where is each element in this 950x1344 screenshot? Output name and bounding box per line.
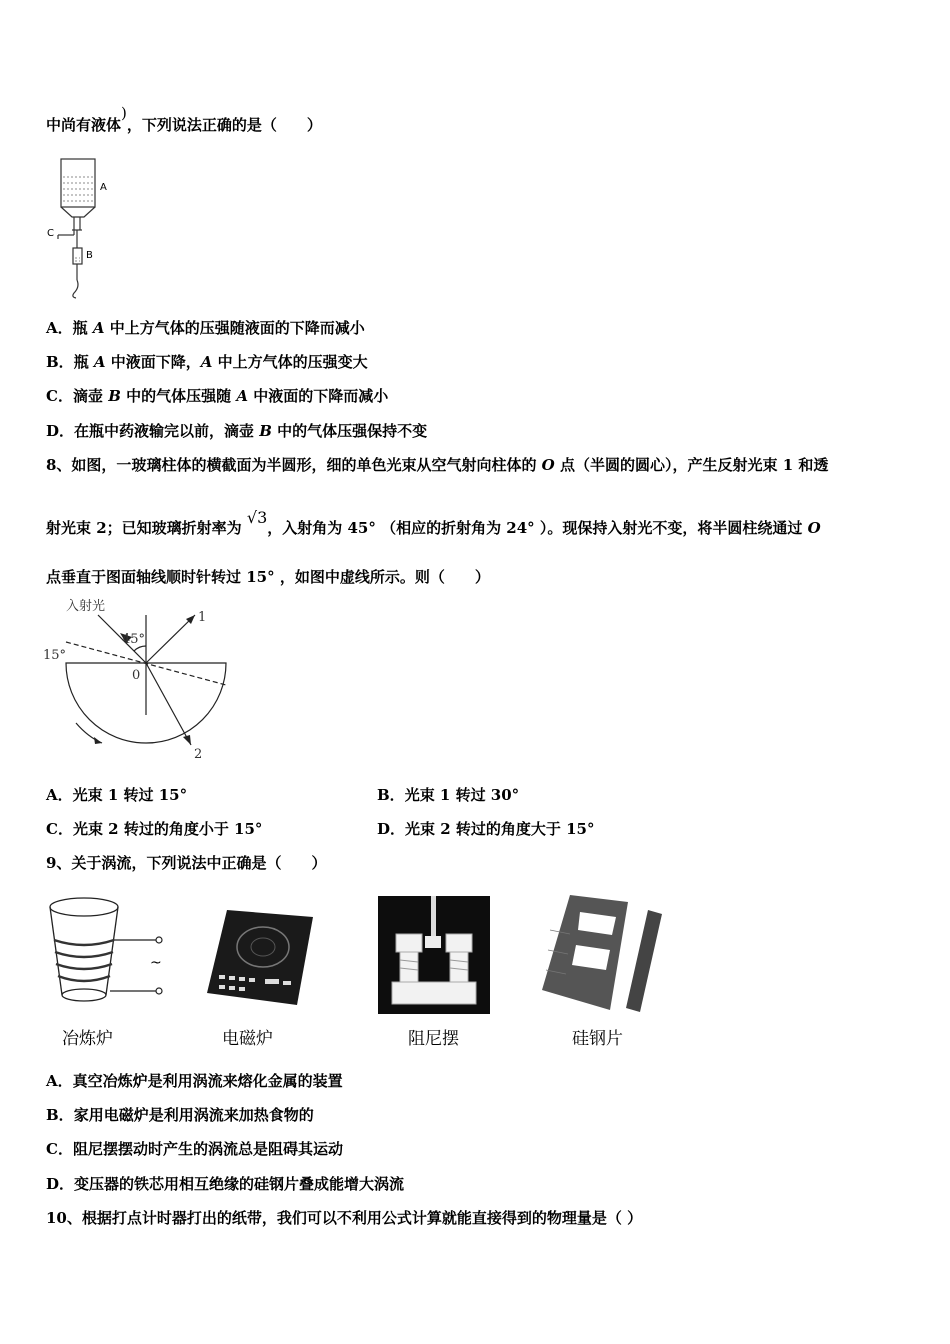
q7-option-c[interactable]: C．滴壶 B 中的气体压强随 A 中液面的下降而减小 xyxy=(46,387,389,405)
q8-option-d[interactable]: D．光束 2 转过的角度大于 15° xyxy=(377,820,595,838)
caption-damping-pendulum: 阻尼摆 xyxy=(408,1029,459,1049)
q9-option-d[interactable]: D．变压器的铁芯用相互绝缘的硅钢片叠成能增大涡流 xyxy=(46,1175,405,1193)
label-angle-15: 15° xyxy=(43,648,67,663)
q8-option-b[interactable]: B．光束 1 转过 30° xyxy=(377,786,520,804)
label-c: C xyxy=(47,228,54,239)
induction-cooker-figure xyxy=(205,905,315,1010)
q9-option-a[interactable]: A．真空冶炼炉是利用涡流来熔化金属的装置 xyxy=(46,1072,343,1090)
sqrt3-formula: √3 xyxy=(246,508,268,527)
bottle-a xyxy=(61,159,95,207)
q7-stem-text-b: ，下列说法正确的是（ ） xyxy=(126,116,322,134)
silicon-steel-figure xyxy=(540,890,665,1015)
q10-stem: 10、根据打点计时器打出的纸带，我们可以不利用公式计算就能直接得到的物理量是（ ） xyxy=(46,1209,643,1227)
q7-option-d[interactable]: D．在瓶中药液输完以前，滴壶 B 中的气体压强保持不变 xyxy=(46,422,428,440)
q7-option-b[interactable]: B．瓶 A 中液面下降，A 中上方气体的压强变大 xyxy=(46,353,368,371)
q8-stem-line1: 8、如图，一玻璃柱体的横截面为半圆形，细的单色光束从空气射向柱体的 O 点（半圆的圆心），产生反射光束 1 和透 xyxy=(46,456,829,474)
q8-option-a[interactable]: A．光束 1 转过 15° xyxy=(46,786,188,804)
q7-stem xyxy=(46,104,322,135)
smelting-furnace-figure xyxy=(46,895,171,1010)
label-origin: 0 xyxy=(132,668,141,683)
label-b: B xyxy=(86,250,93,261)
label-angle-45: 45° xyxy=(122,632,146,647)
q9-option-b[interactable]: B．家用电磁炉是利用涡流来加热食物的 xyxy=(46,1106,314,1124)
bottle-neck xyxy=(61,207,95,217)
q7-option-a[interactable]: A．瓶 A 中上方气体的压强随液面的下降而减小 xyxy=(46,319,365,337)
rotation-arrow xyxy=(76,723,102,743)
q9-stem: 9、关于涡流，下列说法中正确是（ ） xyxy=(46,854,327,872)
reflected-ray-1 xyxy=(146,615,195,663)
q7-stem-paren: ) xyxy=(121,104,127,122)
label-a: A xyxy=(100,182,107,193)
damping-pendulum-figure xyxy=(378,896,490,1014)
q9-option-c[interactable]: C．阻尼摆摆动时产生的涡流总是阻碍其运动 xyxy=(46,1140,343,1158)
q7-stem-text-a: 中尚有液体 xyxy=(46,116,122,134)
iv-drip-figure xyxy=(44,155,124,300)
caption-silicon-steel: 硅钢片 xyxy=(572,1029,623,1049)
q8-stem-line3: 点垂直于图面轴线顺时针转过 15° ，如图中虚线所示。则（ ） xyxy=(46,568,490,586)
label-incident: 入射光 xyxy=(66,599,106,614)
semicircle-refraction-figure xyxy=(40,595,240,765)
q8-option-c[interactable]: C．光束 2 转过的角度小于 15° xyxy=(46,820,263,838)
label-beam-2: 2 xyxy=(194,747,203,762)
q8-stem-line2: 射光束 2；已知玻璃折射率为 √3，入射角为 45° （相应的折射角为 24° ）。现保持入射光不变，将半圆柱绕通过 O xyxy=(46,508,821,537)
caption-induction-cooker: 电磁炉 xyxy=(222,1029,273,1049)
drip-chamber-b xyxy=(73,248,82,264)
caption-smelting-furnace: 冶炼炉 xyxy=(62,1029,113,1049)
refracted-ray-2 xyxy=(146,663,191,745)
ac-tilde: ~ xyxy=(150,955,162,971)
label-beam-1: 1 xyxy=(198,610,207,625)
